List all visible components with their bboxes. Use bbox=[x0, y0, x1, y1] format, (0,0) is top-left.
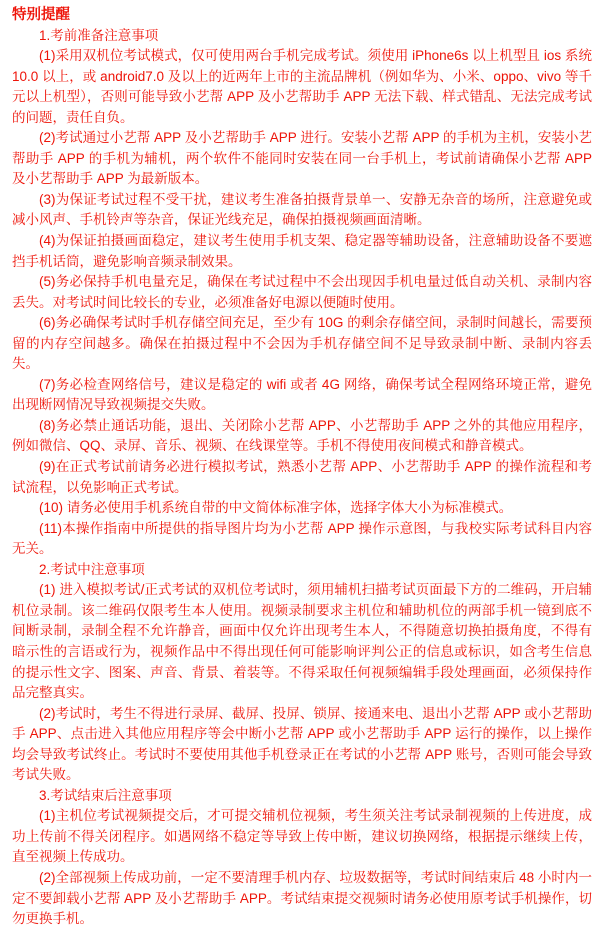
section-1-item-5: (5)务必保持手机电量充足，确保在考试过程中不会出现因手机电量过低自动关机、录制内容丢失。对考试时间比较长的专业，必须准备好电源以便随时使用。 bbox=[12, 274, 592, 310]
section-1-item-8: (8)务必禁止通话功能，退出、关闭除小艺帮 APP、小艺帮助手 APP 之外的其他应用程序，例如微信、QQ、录屏、音乐、视频、在线课堂等。手机不得使用夜间模式和静音模式。 bbox=[12, 417, 592, 454]
section-1-item-9: (9)在正式考试前请务必进行模拟考试，熟悉小艺帮 APP、小艺帮助手 APP 的操作流程和考试流程，以免影响正式考试。 bbox=[12, 459, 592, 495]
section-3-item-2: (2)全部视频上传成功前，一定不要清理手机内存、垃圾数据等，考试时间结束后 48 小时内一定不要卸载小艺帮 APP 及小艺帮助手 APP。考试结束提交视频时请务必使用原考试手机操作，切勿更换手机。 bbox=[12, 869, 592, 927]
section-2-item-2: (2)考试时，考生不得进行录屏、截屏、投屏、锁屏、接通来电、退出小艺帮 APP 或小艺帮助手 APP、点击进入其他应用程序等会中断小艺帮 APP 或小艺帮助手 APP 运行的操作，以上操作均会导致考试终止。考试时不要使用其他手机登录正在考试的小艺帮 APP 账号，否则可能会导致考试失败。 bbox=[12, 705, 592, 783]
section-1-heading: 1.考前准备注意事项 bbox=[39, 27, 159, 43]
section-3-item-1: (1)主机位考试视频提交后，才可提交辅机位视频，考生须关注考试录制视频的上传进度，成功上传前不得关闭程序。如遇网络不稳定等导致上传中断，建议切换网络，根据提示继续上传，直至视频上传成功。 bbox=[12, 808, 592, 865]
section-1-item-6: (6)务必确保考试时手机存储空间充足，至少有 10G 的剩余存储空间，录制时间越长，需要预留的内存空间越多。确保在拍摄过程中不会因为手机存储空间不足导致录制中断、录制内容丢失。 bbox=[12, 315, 592, 372]
section-1-item-3: (3)为保证考试过程不受干扰，建议考生准备拍摄背景单一、安静无杂音的场所，注意避免或减小风声、手机铃声等杂音，保证光线充足，确保拍摄视频画面清晰。 bbox=[12, 191, 592, 228]
section-2-heading: 2.考试中注意事项 bbox=[39, 561, 145, 577]
section-1-item-7: (7)务必检查网络信号，建议是稳定的 wifi 或者 4G 网络，确保考试全程网络环境正常，避免出现断网情况导致视频提交失败。 bbox=[12, 376, 592, 413]
section-3-heading: 3.考试结束后注意事项 bbox=[39, 787, 172, 803]
section-2-item-1: (1) 进入模拟考试/正式考试的双机位考试时，须用辅机扫描考试页面最下方的二维码，开启辅机位录制。该二维码仅限考生本人使用。视频录制要求主机位和辅助机位的两部手机一镜到底不间断录制，录制全程不允许静音，画面中仅允许出现考生本人，不得随意切换拍摄角度，不得有暗示性的言语或行为，视频作品中不得出现任何可能影响评判公正的信息或标识，如含考生信息的提示性文字、图案、声音、背景、着装等。不得采取任何视频编辑手段处理画面，必须保持作品完整真实。 bbox=[12, 582, 592, 701]
section-1-item-4: (4)为保证拍摄画面稳定，建议考生使用手机支架、稳定器等辅助设备，注意辅助设备不要遮挡手机话筒，避免影响音频录制效果。 bbox=[12, 233, 592, 269]
section-1-item-10: (10) 请务必使用手机系统自带的中文简体标准字体，选择字体大小为标准模式。 bbox=[39, 500, 513, 516]
document-title: 特别提醒 bbox=[12, 7, 70, 23]
section-1-item-1: (1)采用双机位考试模式，仅可使用两台手机完成考试。须使用 iPhone6s 以上机型且 ios 系统 10.0 以上，或 android7.0 及以上的近两年上市的主流品牌机（例如华为、小米、oppo、vivo 等千元以上机型），否则可能导致小艺帮 APP 及小艺帮助手 APP 无法下载、样式错乱、无法完成考试的问题，责任自负。 bbox=[12, 48, 592, 125]
section-1-item-11: (11)本操作指南中所提供的指导图片均为小艺帮 APP 操作示意图，与我校实际考试科目内容无关。 bbox=[12, 520, 592, 557]
section-1-item-2: (2)考试通过小艺帮 APP 及小艺帮助手 APP 进行。安装小艺帮 APP 的手机为主机，安装小艺帮助手 APP 的手机为辅机，两个软件不能同时安装在同一台手机上，考试前请确保小艺帮 APP 及小艺帮助手 APP 为最新版本。 bbox=[12, 130, 592, 187]
